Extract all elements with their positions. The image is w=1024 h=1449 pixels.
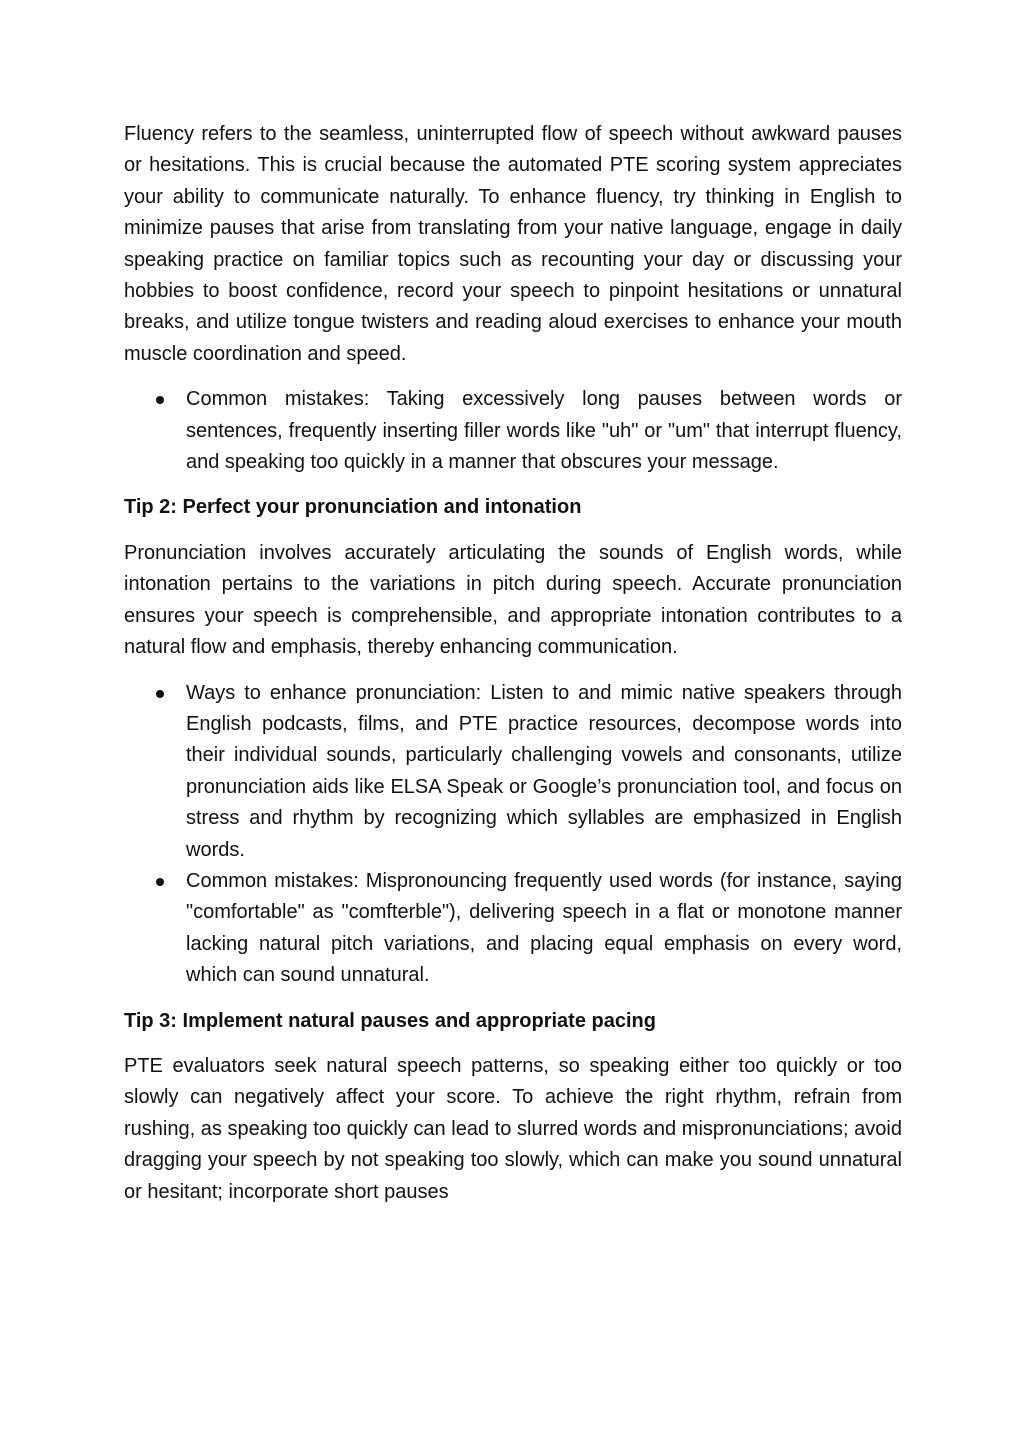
tip-2-paragraph: Pronunciation involves accurately articulating the sounds of English words, while intonation pertains to the variations in pitch during speech. Accurate pronunciation ensures your speech is comprehensible, and appropriate intonation contributes to a natural flow and emphasis, thereby enhancing communication. (124, 541, 902, 659)
list-item (124, 384, 902, 478)
bullet-icon (156, 878, 164, 886)
list-item (124, 678, 902, 866)
tip-3-paragraph: PTE evaluators seek natural speech patterns, so speaking either too quickly or too slowly can negatively affect your score. To achieve the right rhythm, refrain from rushing, as speaking too quickly can lead to slurred words and mispronunciations; avoid dragging your speech by not speaking too slowly, which can make you sound unnatural or hesitant; incorporate short pauses (124, 1054, 902, 1203)
tip-2-bullet-list (124, 678, 902, 992)
list-item-text: Common mistakes: Taking excessively long pauses between words or sentences, frequently inserting filler words like "uh" or "um" that interrupt fluency, and speaking too quickly in a manner that obscures your message. (186, 388, 902, 474)
tip-2-heading: Tip 2: Perfect your pronunciation and intonation (124, 496, 582, 519)
bullet-icon (156, 396, 164, 404)
document-page (124, 119, 902, 1222)
fluency-bullet-list (124, 384, 902, 478)
list-item-text: Common mistakes: Mispronouncing frequently used words (for instance, saying "comfortable" as "comfterble"), delivering speech in a flat or monotone manner lacking natural pitch variations, and placing equal emphasis on every word, which can sound unnatural. (186, 869, 902, 987)
tip-3-heading: Tip 3: Implement natural pauses and appropriate pacing (124, 1009, 656, 1032)
fluency-paragraph: Fluency refers to the seamless, uninterrupted flow of speech without awkward pauses or hesitations. This is crucial because the automated PTE scoring system appreciates your ability to communicate naturally. To enhance fluency, try thinking in English to minimize pauses that arise from translating from your native language, engage in daily speaking practice on familiar topics such as recounting your day or discussing your hobbies to boost confidence, record your speech to pinpoint hesitations or unnatural breaks, and utilize tongue twisters and reading aloud exercises to enhance your mouth muscle coordination and speed. (124, 123, 902, 365)
list-item-text: Ways to enhance pronunciation: Listen to and mimic native speakers through English podcasts, films, and PTE practice resources, decompose words into their individual sounds, particularly challenging vowels and consonants, utilize pronunciation aids like ELSA Speak or Google’s pronunciation tool, and focus on stress and rhythm by recognizing which syllables are emphasized in English words. (186, 681, 902, 861)
bullet-icon (156, 690, 164, 698)
list-item (124, 866, 902, 992)
